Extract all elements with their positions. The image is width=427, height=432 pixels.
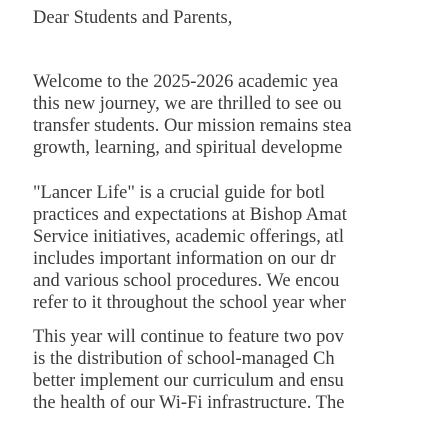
paragraph-line: "Lancer Life" is a crucial guide for botl xyxy=(33,183,325,203)
paragraph-line: transfer students. Our mission remains stea xyxy=(33,116,352,136)
paragraph-line: growth, learning, and spiritual developme xyxy=(33,138,343,158)
paragraph-this-year xyxy=(33,326,427,414)
paragraph-line: includes important information on our dr xyxy=(33,249,336,269)
paragraph-line: Welcome to the 2025-2026 academic yea xyxy=(33,72,339,92)
letter-salutation: Dear Students and Parents, xyxy=(33,8,233,28)
paragraph-line: better implement our curriculum and ensu xyxy=(33,371,344,391)
paragraph-line: refer to it throughout the school year wher xyxy=(33,293,346,313)
paragraph-line: is the distribution of school-managed Ch xyxy=(33,349,335,369)
paragraph-line: practices and expectations at Bishop Amat xyxy=(33,205,347,225)
paragraph-line: and various school procedures. We encou xyxy=(33,271,340,291)
paragraph-line: this new journey, we are thrilled to see ou xyxy=(33,94,342,114)
paragraph-line: This year will continue to feature two pov xyxy=(33,327,344,347)
paragraph-lancer-life xyxy=(33,182,427,314)
paragraph-line: Service initiatives, academic offerings, atl xyxy=(33,227,344,247)
paragraph-line: the health of our Wi-Fi infrastructure. The xyxy=(33,393,345,413)
paragraph-welcome xyxy=(33,71,427,159)
